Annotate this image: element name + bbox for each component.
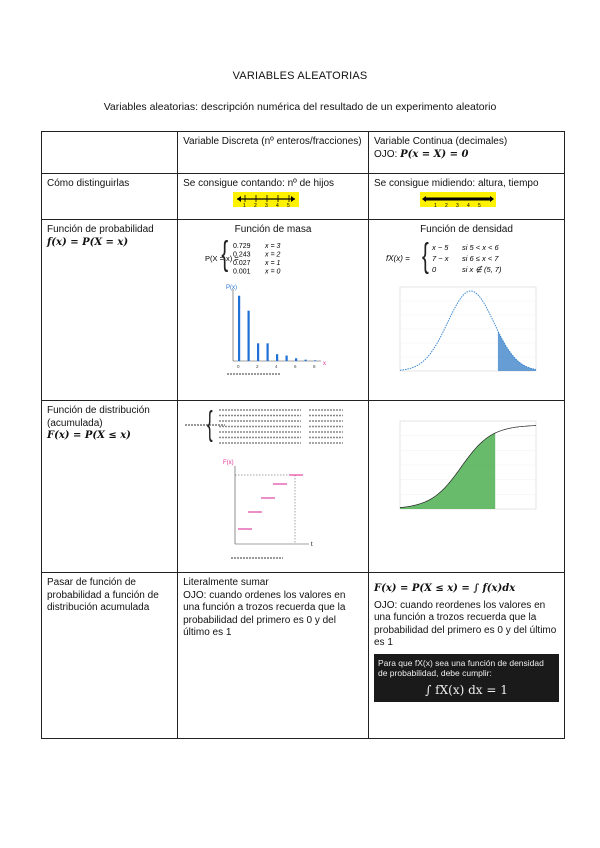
pmf-case-prob: 0.243 — [233, 251, 251, 258]
cell-discrete-distinguish — [178, 174, 369, 220]
ruler-tick-label: 1 — [433, 202, 437, 209]
pmf-case-cond: x = 2 — [265, 251, 281, 258]
pmf-formula — [183, 237, 350, 277]
pmf-case-prob: 0.001 — [233, 268, 251, 275]
pmf-tick-label: 0 — [237, 364, 240, 369]
discrete-distinguish-text: Se consigue contando: nº de hijos — [183, 178, 335, 189]
row-label-conversion: Pasar de función de probabilidad a función de distribución acumulada — [42, 573, 178, 739]
header-continuous-cell — [368, 132, 564, 174]
pmf-bar-chart — [183, 281, 350, 381]
row-label-distribution — [42, 401, 178, 573]
ojo-label: OJO: — [373, 148, 398, 160]
svg-text:{: { — [421, 236, 429, 274]
pmf-case-cond: x = 3 — [265, 242, 281, 250]
cdf-sigmoid-chart — [374, 405, 546, 520]
cdf-xlabel: t — [311, 541, 313, 548]
pmf-bar — [267, 343, 269, 361]
pmf-xlabel: x — [323, 361, 327, 367]
pmf-tick-label: 4 — [275, 364, 278, 369]
pmf-tick-label: 8 — [313, 364, 316, 369]
pdf-title: Función de densidad — [420, 224, 513, 235]
cell-continuous-conversion — [368, 573, 564, 739]
table-row-conversion — [42, 573, 565, 739]
pdf-normal-curve-chart — [374, 281, 546, 386]
density-condition-text: Para que fX(x) sea una función de densidad de probabilidad, debe cumplir: — [377, 657, 544, 679]
conversion-discrete-ojo: OJO: cuando ordenes los valores en una función a trozos recuerda que la probabilidad del primero es 0 y del último es 1 — [183, 589, 346, 638]
pmf-formula-lhs: P(X = x) = — [205, 253, 239, 263]
header-empty-cell — [42, 132, 178, 174]
pdf-formula-lhs: fX(x) = — [385, 253, 410, 263]
pmf-bar — [248, 311, 250, 361]
table-header-row — [42, 132, 565, 174]
cell-discrete-pmf — [178, 220, 369, 401]
pmf-case-prob: 0.027 — [233, 259, 251, 267]
table-row-probability-function — [42, 220, 565, 401]
pmf-bar — [305, 360, 307, 361]
table-row-distribution-function — [42, 401, 565, 573]
ruler-tick-label: 3 — [455, 202, 459, 209]
distribution-label-text: Función de distribución (acumulada) — [47, 405, 150, 429]
header-discrete-cell: Variable Discreta (nº enteros/fracciones) — [178, 132, 369, 174]
pdf-case-expr: 0 — [431, 264, 437, 274]
conversion-discrete-title: Literalmente sumar — [183, 577, 269, 588]
pmf-bar — [286, 356, 288, 361]
cell-discrete-conversion — [178, 573, 369, 739]
svg-text:{: { — [207, 405, 213, 443]
cdf-ylabel: F(x) — [223, 459, 234, 466]
pdf-case-expr: 7 − x — [431, 253, 449, 263]
svg-text:{: { — [221, 236, 229, 272]
pmf-case-prob: 0.729 — [233, 242, 251, 250]
discrete-ruler-icon — [183, 191, 350, 209]
continuous-ruler-icon — [374, 191, 546, 209]
pmf-bar — [276, 354, 278, 361]
ruler-tick-label: 5 — [287, 202, 290, 209]
pmf-bar — [314, 360, 316, 361]
pdf-case-cond: si 5 < x < 6 — [461, 242, 499, 252]
pdf-case-expr: x − 5 — [431, 242, 449, 252]
row-label-probability — [42, 220, 178, 401]
page-subtitle: Variables aleatorias: descripción numérica del resultado de un experimento aleatorio — [103, 101, 497, 113]
ruler-tick-label: 1 — [243, 202, 246, 209]
pmf-tick-label: 2 — [256, 364, 259, 369]
pmf-bar — [295, 358, 297, 361]
pmf-title: Función de masa — [234, 224, 312, 235]
pmf-tick-label: 6 — [294, 364, 297, 369]
ruler-tick-label: 4 — [276, 202, 279, 209]
pmf-ylabel: P(x) — [226, 285, 238, 291]
cell-continuous-distinguish — [368, 174, 564, 220]
cdf-step-chart — [183, 454, 350, 564]
ruler-tick-label: 4 — [466, 202, 470, 209]
conversion-integral-formula: F(x) = P(X ≤ x) = ∫ f(x)dx — [373, 583, 516, 594]
pdf-case-cond: si 6 ≤ x < 7 — [461, 253, 499, 263]
density-condition-box — [374, 654, 559, 702]
pdf-formula — [374, 237, 546, 277]
pmf-bar — [257, 343, 259, 361]
pmf-case-cond: x = 0 — [265, 268, 281, 275]
pmf-bar — [238, 296, 240, 361]
zero-probability-formula: P(x = X) = 0 — [400, 148, 469, 160]
cell-continuous-cdf — [368, 401, 564, 573]
cell-discrete-cdf — [178, 401, 369, 573]
ruler-tick-label: 2 — [444, 202, 448, 209]
continuous-distinguish-text: Se consigue midiendo: altura, tiempo — [373, 178, 539, 189]
density-condition-formula: ∫ fX(x) dx = 1 — [425, 682, 508, 697]
pmf-case-cond: x = 1 — [265, 259, 281, 267]
ruler-tick-label: 3 — [265, 202, 268, 209]
page-title: VARIABLES ALEATORIAS — [232, 70, 368, 82]
probability-label-text: Función de probabilidad — [47, 224, 154, 235]
ruler-tick-label: 5 — [477, 202, 481, 209]
distribution-label-math: F(x) = P(X ≤ x) — [47, 430, 131, 441]
row-label-distinguish: Cómo distinguirlas — [42, 174, 178, 220]
comparison-table — [41, 131, 565, 739]
cell-continuous-pdf — [368, 220, 564, 401]
conversion-continuous-ojo: OJO: cuando reordenes los valores en una función a trozos recuerda que la probabilidad del primero es 0 y del último es 1 — [373, 599, 557, 648]
ruler-tick-label: 2 — [254, 202, 257, 209]
cdf-piecewise-formula — [183, 405, 350, 449]
table-row-distinguish — [42, 174, 565, 220]
pdf-case-cond: si x ∉ (5, 7) — [461, 264, 502, 274]
probability-label-math: f(x) = P(X = x) — [47, 236, 129, 248]
header-continuous-label: Variable Continua (decimales) — [373, 136, 508, 147]
